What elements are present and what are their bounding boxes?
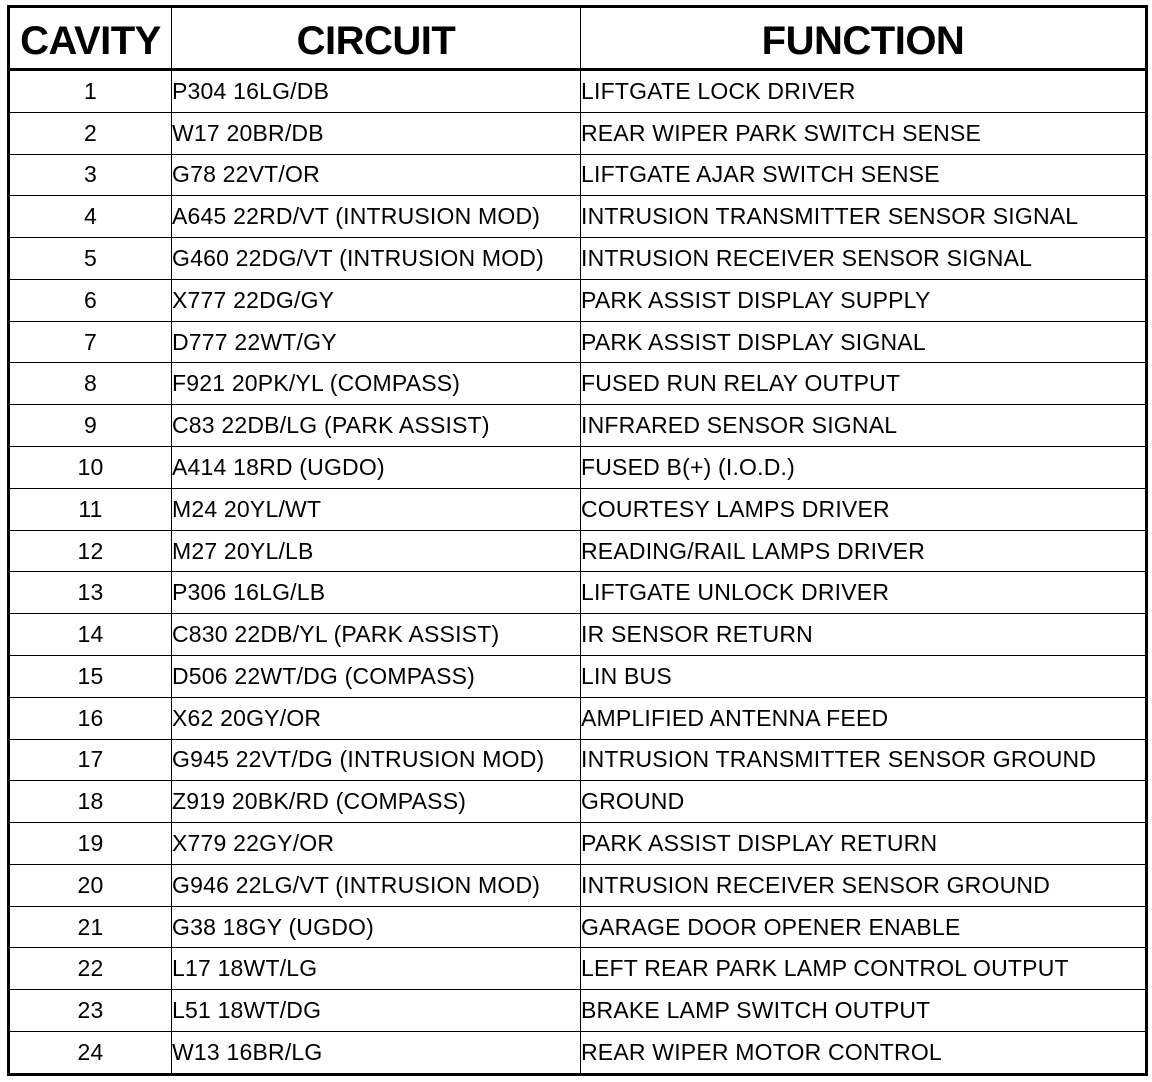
table-row [9, 781, 1147, 823]
table-row [9, 823, 1147, 865]
table-row [9, 154, 1147, 196]
cavity-cell: 14 [9, 614, 172, 656]
circuit-cell: G946 22LG/VT (INTRUSION MOD) [172, 864, 581, 906]
table-row [9, 739, 1147, 781]
table-row [9, 572, 1147, 614]
cavity-cell: 15 [9, 655, 172, 697]
table-row [9, 112, 1147, 154]
function-cell: FUSED RUN RELAY OUTPUT [581, 363, 1147, 405]
cavity-cell: 5 [9, 238, 172, 280]
cavity-cell: 8 [9, 363, 172, 405]
table-row [9, 70, 1147, 113]
table-row [9, 864, 1147, 906]
table-row [9, 363, 1147, 405]
header-circuit: CIRCUIT [172, 7, 581, 70]
circuit-cell: P306 16LG/LB [172, 572, 581, 614]
cavity-cell: 2 [9, 112, 172, 154]
table-row [9, 196, 1147, 238]
table-header [9, 7, 1147, 70]
table-row [9, 405, 1147, 447]
function-cell: LEFT REAR PARK LAMP CONTROL OUTPUT [581, 948, 1147, 990]
function-cell: LIN BUS [581, 655, 1147, 697]
function-cell: LIFTGATE AJAR SWITCH SENSE [581, 154, 1147, 196]
table-body [9, 70, 1147, 1075]
circuit-cell: G38 18GY (UGDO) [172, 906, 581, 948]
table-row [9, 614, 1147, 656]
cavity-cell: 18 [9, 781, 172, 823]
table-row [9, 447, 1147, 489]
function-cell: INFRARED SENSOR SIGNAL [581, 405, 1147, 447]
table-row [9, 530, 1147, 572]
cavity-cell: 21 [9, 906, 172, 948]
cavity-cell: 13 [9, 572, 172, 614]
table-row [9, 321, 1147, 363]
table-row [9, 697, 1147, 739]
circuit-cell: D506 22WT/DG (COMPASS) [172, 655, 581, 697]
circuit-cell: M24 20YL/WT [172, 488, 581, 530]
circuit-cell: L51 18WT/DG [172, 990, 581, 1032]
cavity-cell: 11 [9, 488, 172, 530]
function-cell: PARK ASSIST DISPLAY SUPPLY [581, 279, 1147, 321]
circuit-cell: C83 22DB/LG (PARK ASSIST) [172, 405, 581, 447]
function-cell: GARAGE DOOR OPENER ENABLE [581, 906, 1147, 948]
cavity-cell: 12 [9, 530, 172, 572]
cavity-cell: 7 [9, 321, 172, 363]
table-row [9, 1031, 1147, 1074]
function-cell: INTRUSION TRANSMITTER SENSOR SIGNAL [581, 196, 1147, 238]
function-cell: IR SENSOR RETURN [581, 614, 1147, 656]
circuit-cell: G78 22VT/OR [172, 154, 581, 196]
circuit-cell: C830 22DB/YL (PARK ASSIST) [172, 614, 581, 656]
function-cell: READING/RAIL LAMPS DRIVER [581, 530, 1147, 572]
circuit-cell: L17 18WT/LG [172, 948, 581, 990]
header-function: FUNCTION [581, 7, 1147, 70]
header-cavity: CAVITY [9, 7, 172, 70]
connector-pinout-table [7, 5, 1148, 1076]
function-cell: PARK ASSIST DISPLAY SIGNAL [581, 321, 1147, 363]
circuit-cell: X62 20GY/OR [172, 697, 581, 739]
circuit-cell: W13 16BR/LG [172, 1031, 581, 1074]
circuit-cell: X777 22DG/GY [172, 279, 581, 321]
function-cell: REAR WIPER MOTOR CONTROL [581, 1031, 1147, 1074]
cavity-cell: 1 [9, 70, 172, 113]
circuit-cell: W17 20BR/DB [172, 112, 581, 154]
cavity-cell: 4 [9, 196, 172, 238]
function-cell: PARK ASSIST DISPLAY RETURN [581, 823, 1147, 865]
cavity-cell: 20 [9, 864, 172, 906]
circuit-cell: Z919 20BK/RD (COMPASS) [172, 781, 581, 823]
cavity-cell: 22 [9, 948, 172, 990]
function-cell: INTRUSION RECEIVER SENSOR GROUND [581, 864, 1147, 906]
circuit-cell: G460 22DG/VT (INTRUSION MOD) [172, 238, 581, 280]
cavity-cell: 24 [9, 1031, 172, 1074]
circuit-cell: D777 22WT/GY [172, 321, 581, 363]
function-cell: AMPLIFIED ANTENNA FEED [581, 697, 1147, 739]
circuit-cell: F921 20PK/YL (COMPASS) [172, 363, 581, 405]
function-cell: LIFTGATE LOCK DRIVER [581, 70, 1147, 113]
table-row [9, 279, 1147, 321]
table-row [9, 990, 1147, 1032]
table-row [9, 238, 1147, 280]
cavity-cell: 17 [9, 739, 172, 781]
function-cell: BRAKE LAMP SWITCH OUTPUT [581, 990, 1147, 1032]
function-cell: COURTESY LAMPS DRIVER [581, 488, 1147, 530]
circuit-cell: G945 22VT/DG (INTRUSION MOD) [172, 739, 581, 781]
header-row [9, 7, 1147, 70]
function-cell: LIFTGATE UNLOCK DRIVER [581, 572, 1147, 614]
cavity-cell: 23 [9, 990, 172, 1032]
cavity-cell: 3 [9, 154, 172, 196]
circuit-cell: X779 22GY/OR [172, 823, 581, 865]
function-cell: FUSED B(+) (I.O.D.) [581, 447, 1147, 489]
cavity-cell: 9 [9, 405, 172, 447]
function-cell: INTRUSION RECEIVER SENSOR SIGNAL [581, 238, 1147, 280]
circuit-cell: P304 16LG/DB [172, 70, 581, 113]
table-row [9, 488, 1147, 530]
function-cell: GROUND [581, 781, 1147, 823]
circuit-cell: A645 22RD/VT (INTRUSION MOD) [172, 196, 581, 238]
cavity-cell: 10 [9, 447, 172, 489]
circuit-cell: A414 18RD (UGDO) [172, 447, 581, 489]
table-row [9, 906, 1147, 948]
cavity-cell: 6 [9, 279, 172, 321]
cavity-cell: 16 [9, 697, 172, 739]
function-cell: INTRUSION TRANSMITTER SENSOR GROUND [581, 739, 1147, 781]
function-cell: REAR WIPER PARK SWITCH SENSE [581, 112, 1147, 154]
table-row [9, 655, 1147, 697]
cavity-cell: 19 [9, 823, 172, 865]
circuit-cell: M27 20YL/LB [172, 530, 581, 572]
table-row [9, 948, 1147, 990]
